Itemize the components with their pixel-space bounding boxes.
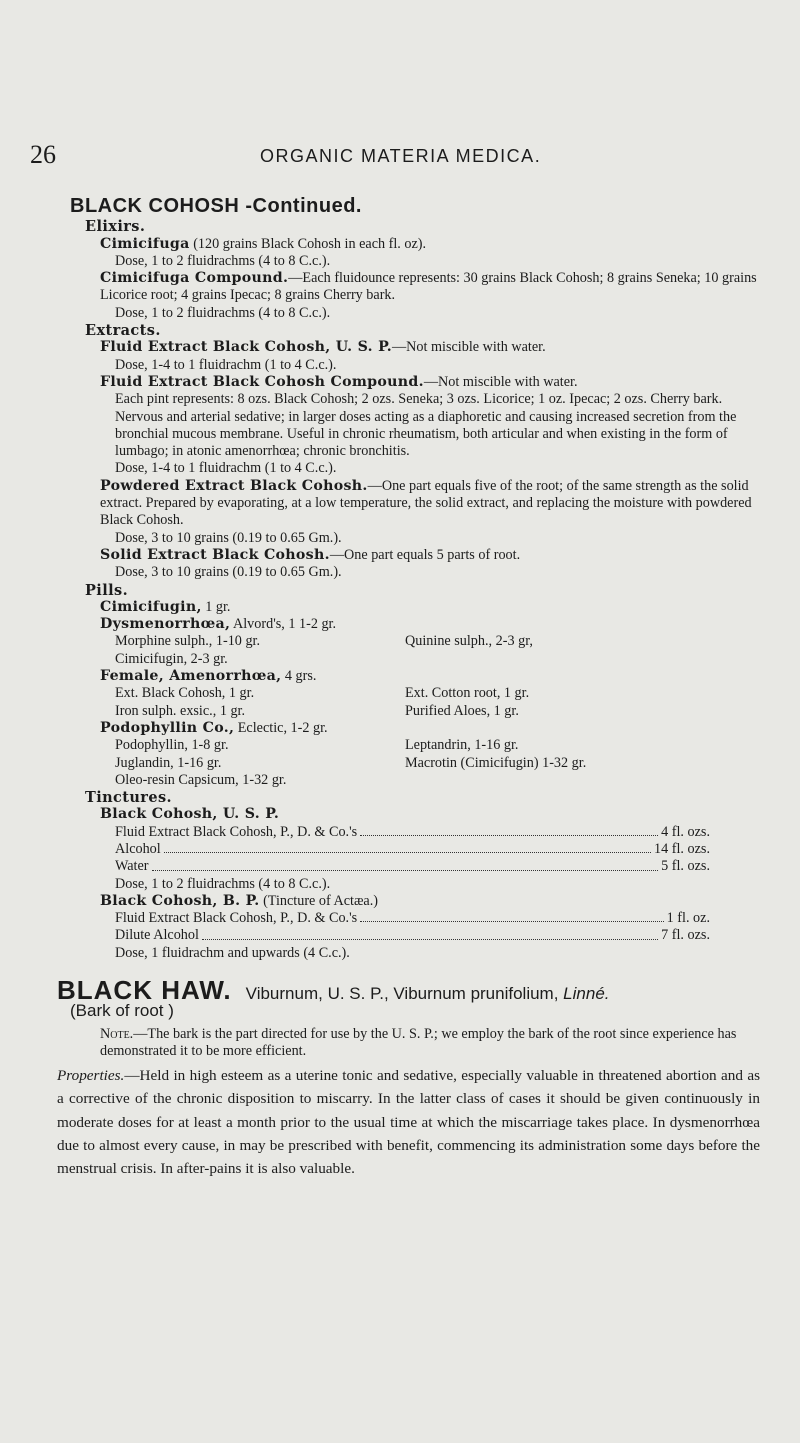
entry-title: Black Cohosh, U. S. P. xyxy=(100,806,280,823)
dose-text: Dose, 1 to 2 fluidrachms (4 to 8 C.c.). xyxy=(115,304,331,321)
heading-elixirs: Elixirs. xyxy=(85,218,146,236)
entry-title: Podophyllin Co., xyxy=(100,719,235,736)
ingredient-row xyxy=(115,737,760,754)
ingredient: Leptandrin, 1-16 gr. xyxy=(405,737,519,754)
leader-dots xyxy=(360,910,663,922)
leader-dots xyxy=(360,824,658,836)
entry-desc: 4 grs. xyxy=(281,668,317,685)
entry-title: Black Cohosh, B. P. xyxy=(100,892,260,909)
formula-item: Fluid Extract Black Cohosh, P., D. & Co.'s xyxy=(115,910,358,927)
formula-item: Fluid Extract Black Cohosh, P., D. & Co.'s xyxy=(115,823,358,840)
leader-dots xyxy=(152,858,659,870)
entry-title: Solid Extract Black Cohosh. xyxy=(100,546,330,563)
formula-item: Water xyxy=(115,858,149,875)
formula-amount: 7 fl. ozs. xyxy=(661,927,710,944)
entry-title: Female, Amenorrhœa, xyxy=(100,668,282,685)
ingredient-row xyxy=(115,633,760,650)
species-name xyxy=(246,985,610,1002)
entry-desc: (Tincture of Actæa.) xyxy=(259,892,379,909)
formula-amount: 14 fl. ozs. xyxy=(654,840,710,857)
ingredient: Podophyllin, 1-8 gr. xyxy=(115,737,229,754)
section-title-black-haw: BLACK HAW. xyxy=(57,975,232,1006)
formula-row xyxy=(115,824,710,841)
dose-text: Dose, 3 to 10 grains (0.19 to 0.65 Gm.). xyxy=(115,529,342,546)
species-text: Viburnum, U. S. P., Viburnum prunifolium, xyxy=(245,984,559,1004)
note-text: —The bark is the part directed for use by the U. S. P.; we employ the bark of the root since experience has demonstrated it to be more efficient. xyxy=(100,1025,737,1059)
formula-amount: 1 fl. oz. xyxy=(666,910,710,927)
entry-desc: (120 grains Black Cohosh in each fl. oz). xyxy=(193,235,427,252)
entry-female-amenorrhoea xyxy=(100,668,760,685)
black-haw-title-row xyxy=(57,975,760,1006)
formula-row xyxy=(115,910,710,927)
ingredient: Ext. Cotton root, 1 gr. xyxy=(405,685,530,702)
formula-row xyxy=(115,858,710,875)
entry-desc: —Not miscible with water. xyxy=(391,339,546,356)
entry-cimicifuga-compound xyxy=(100,270,760,305)
entry-fluid-extract-compound xyxy=(100,374,760,391)
entry-tincture-bp xyxy=(100,893,760,910)
formula-amount: 4 fl. ozs. xyxy=(661,823,710,840)
ingredient: Ext. Black Cohosh, 1 gr. xyxy=(115,685,255,702)
dose-text: Dose, 1 to 2 fluidrachms (4 to 8 C.c.). xyxy=(115,875,331,892)
ingredient: Morphine sulph., 1-10 gr. xyxy=(115,633,261,650)
entry-desc: —Not miscible with water. xyxy=(423,373,578,390)
ingredient: Macrotin (Cimicifugin) 1-32 gr. xyxy=(405,754,587,771)
entry-cimicifugin xyxy=(100,599,760,616)
entry-podophyllin xyxy=(100,720,760,737)
dose-text: Dose, 1 fluidrachm and upwards (4 C.c.). xyxy=(115,944,350,961)
ingredient: Iron sulph. exsic., 1 gr. xyxy=(115,702,246,719)
heading-extracts: Extracts. xyxy=(85,322,161,340)
formula-item: Alcohol xyxy=(115,840,161,857)
section-title-black-cohosh: BLACK COHOSH -Continued. xyxy=(70,195,362,217)
properties-text: —Held in high esteem as a uterine tonic and sedative, especially valuable in threatened abortion and as a corrective of the chronic disposition to miscarry. In the latter class of cases it should be given continuously in moderate doses for at least a month prior to the usual time at which the miscarriage takes place. In dysmenorrhœa due to almost every cause, in may be prescribed with benefit, commencing its administration some days before the menstrual crisis. In after-pains it is also valuable. xyxy=(57,1067,760,1178)
entry-dysmenorrhoea xyxy=(100,616,760,633)
uses-text: Nervous and arterial sedative; in larger doses acting as a diaphoretic and causing increased secretion from the bronchial mucous membrane. Useful in chronic rheumatism, both articular and when existing in the form of lumbago; in atonic amenorrhœa; chronic bronchitis. xyxy=(115,408,737,460)
leader-dots xyxy=(164,841,651,853)
heading-pills: Pills. xyxy=(85,581,129,599)
ingredient: Oleo-resin Capsicum, 1-32 gr. xyxy=(115,771,287,788)
running-head: ORGANIC MATERIA MEDICA. xyxy=(260,146,542,166)
formula-row xyxy=(115,841,710,858)
ingredient-row xyxy=(115,685,760,702)
ingredient: Juglandin, 1-16 gr. xyxy=(115,754,222,771)
entry-desc: Alvord's, 1 1-2 gr. xyxy=(230,616,337,633)
page-number: 26 xyxy=(30,140,56,169)
formula-row xyxy=(115,927,710,944)
entry-powdered-extract xyxy=(100,478,760,530)
entry-desc: Eclectic, 1-2 gr. xyxy=(234,719,328,736)
entry-title: Fluid Extract Black Cohosh, U. S. P. xyxy=(100,339,392,356)
dose-text: Dose, 3 to 10 grains (0.19 to 0.65 Gm.). xyxy=(115,564,342,581)
composition-text: Each pint represents: 8 ozs. Black Cohosh; 2 ozs. Seneka; 3 ozs. Licorice; 1 oz. Ipecac; 2 ozs. Cherry bark. xyxy=(115,391,723,408)
heading-tinctures: Tinctures. xyxy=(85,789,172,807)
entry-title: Fluid Extract Black Cohosh Compound. xyxy=(100,373,424,390)
entry-desc: —One part equals five of the root; of the same strength as the solid extract. Prepared by evaporating, at a low temperature, the solid extract, and replacing the moisture with powdered Black Cohosh. xyxy=(100,477,752,529)
properties-label: Properties. xyxy=(57,1067,125,1085)
entry-title: Powdered Extract Black Cohosh. xyxy=(100,477,368,494)
ingredient-row xyxy=(115,703,760,720)
ingredient: Purified Aloes, 1 gr. xyxy=(405,702,519,719)
entry-fluid-extract-usp xyxy=(100,339,760,356)
ingredient: Cimicifugin, 2-3 gr. xyxy=(115,650,228,667)
entry-solid-extract xyxy=(100,547,760,564)
entry-title: Cimicifuga Compound. xyxy=(100,270,289,287)
dose-text: Dose, 1-4 to 1 fluidrachm (1 to 4 C.c.). xyxy=(115,460,337,477)
entry-desc: —One part equals 5 parts of root. xyxy=(329,546,521,563)
entry-title: Cimicifuga xyxy=(100,235,190,252)
entry-desc: 1 gr. xyxy=(201,598,231,615)
entry-title: Dysmenorrhœa, xyxy=(100,616,231,633)
ingredient-row xyxy=(115,755,760,772)
note-paragraph xyxy=(100,1026,760,1061)
part-used: (Bark of root ) xyxy=(70,1001,174,1021)
page-header xyxy=(30,140,770,170)
dose-text: Dose, 1-4 to 1 fluidrachm (1 to 4 C.c.). xyxy=(115,356,337,373)
species-author: Linné. xyxy=(563,984,610,1004)
entry-title: Cimicifugin, xyxy=(100,598,202,615)
dose-text: Dose, 1 to 2 fluidrachms (4 to 8 C.c.). xyxy=(115,252,331,269)
page-content xyxy=(57,195,760,1180)
leader-dots xyxy=(202,927,658,939)
note-label: Note. xyxy=(100,1025,134,1042)
entry-cimicifuga xyxy=(100,236,760,253)
properties-paragraph xyxy=(57,1064,760,1180)
ingredient: Quinine sulph., 2-3 gr, xyxy=(405,633,533,650)
entry-desc: —Each fluidounce represents: 30 grains Black Cohosh; 8 grains Seneka; 10 grains Licorice root; 4 grains Ipecac; 8 grains Cherry bark. xyxy=(100,270,757,304)
formula-amount: 5 fl. ozs. xyxy=(661,858,710,875)
formula-item: Dilute Alcohol xyxy=(115,927,199,944)
entry-tincture-usp xyxy=(100,806,760,823)
